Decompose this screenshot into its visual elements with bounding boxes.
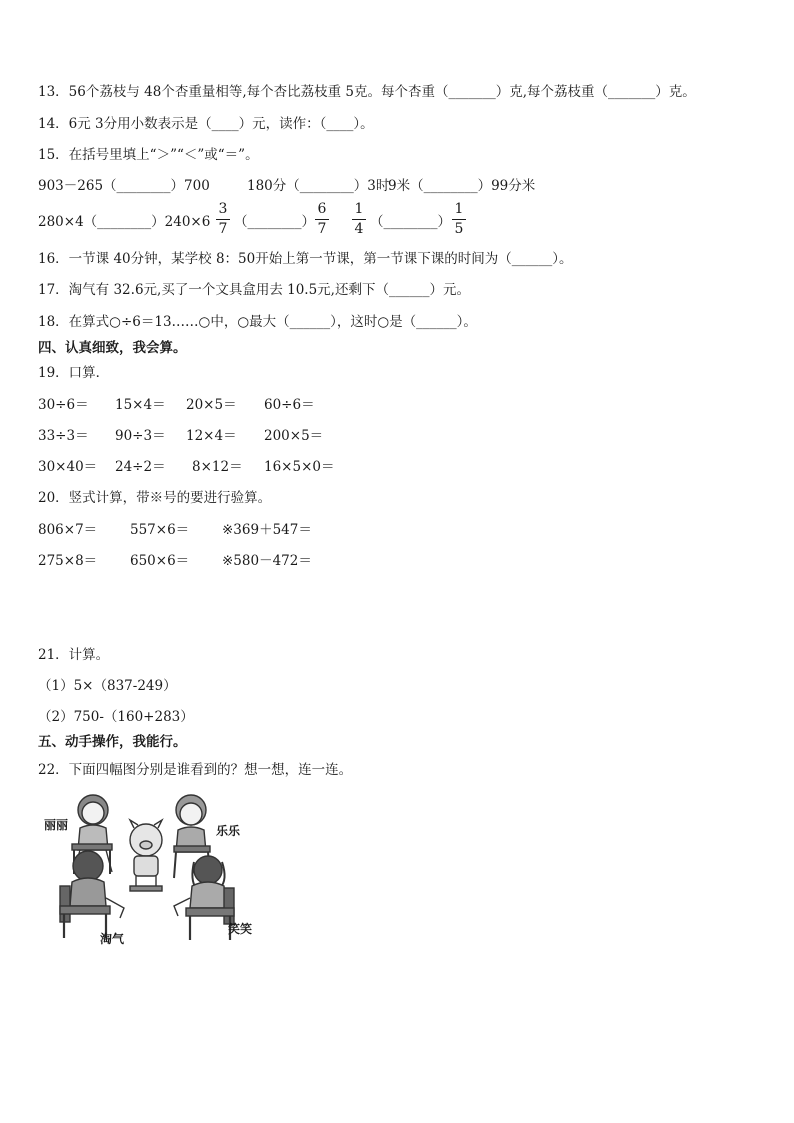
section-4-heading: 四、认真细致，我会算。 [38, 340, 187, 356]
q19-r1-c3: 20×5＝ [186, 397, 237, 413]
fraction-denominator: 4 [354, 221, 364, 237]
q22-text: 22．下面四幅图分别是谁看到的？想一想，连一连。 [38, 762, 353, 778]
q20-r1-c1: 806×7＝ [38, 522, 98, 538]
fraction-6-7 [315, 201, 329, 238]
fraction-denominator: 7 [218, 221, 228, 237]
q15-row2-blank1: （________） [234, 214, 315, 230]
q19-r2-c3: 12×4＝ [186, 428, 237, 444]
illustration-drawing [44, 788, 256, 946]
q17-text: 17．淘气有 32.6元,买了一个文具盒用去 10.5元,还剩下（______）元。 [38, 282, 470, 298]
fraction-numerator: 6 [317, 201, 327, 217]
fraction-bar [216, 219, 230, 220]
q14-text: 14．6元 3分用小数表示是（____）元，读作：（____）。 [38, 116, 374, 132]
fraction-1-5 [452, 201, 466, 238]
q21-item-1: （1）5×（837-249） [38, 678, 177, 694]
q19-r2-c4: 200×5＝ [264, 428, 324, 444]
q15-row1-a: 903－265（________）700 [38, 178, 210, 194]
q20-text: 20．竖式计算，带※号的要进行验算。 [38, 490, 272, 506]
fraction-3-7 [216, 201, 230, 238]
q19-r3-c4: 16×5×0＝ [264, 459, 335, 475]
fraction-numerator: 1 [454, 201, 464, 217]
q19-r3-c2: 24÷2＝ [115, 459, 166, 475]
q15-row2-a: 280×4（________）240×6 [38, 214, 211, 230]
fraction-bar [452, 219, 466, 220]
q19-r1-c2: 15×4＝ [115, 397, 166, 413]
label-lele: 乐乐 [216, 824, 241, 838]
q20-r2-c2: 650×6＝ [130, 553, 190, 569]
q19-r2-c1: 33÷3＝ [38, 428, 89, 444]
fraction-numerator: 1 [354, 201, 364, 217]
q15-row2-blank2: （________） [370, 214, 451, 230]
q15-row1-b: 180分（________）3时 [247, 178, 390, 194]
q20-r2-c3: ※580－472＝ [222, 553, 312, 569]
q19-r3-c1: 30×40＝ [38, 459, 98, 475]
children-observing-pig-illustration [44, 788, 256, 946]
q20-r1-c2: 557×6＝ [130, 522, 190, 538]
label-xiaoxiao: 笑笑 [228, 922, 253, 936]
q13-text: 13．56个荔枝与 48个杏重量相等,每个杏比荔枝重 5克。每个杏重（_______）克,每个荔枝重（_______）克。 [38, 84, 696, 100]
q15-text: 15．在括号里填上“＞”“＜”或“＝”。 [38, 147, 259, 163]
q20-r1-c3: ※369＋547＝ [222, 522, 312, 538]
fraction-bar [352, 219, 366, 220]
q21-text: 21．计算。 [38, 647, 110, 663]
q21-item-2: （2）750-（160+283） [38, 709, 194, 725]
q19-r2-c2: 90÷3＝ [115, 428, 166, 444]
fraction-bar [315, 219, 329, 220]
q19-text: 19．口算． [38, 365, 110, 381]
q15-row1-c: 9米（________）99分米 [388, 178, 536, 194]
q19-r3-c3: 8×12＝ [192, 459, 243, 475]
label-taoqi: 淘气 [100, 932, 125, 946]
fraction-1-4 [352, 201, 366, 238]
q16-text: 16．一节课 40分钟，某学校 8：50开始上第一节课，第一节课下课的时间为（______）。 [38, 251, 573, 267]
q19-r1-c4: 60÷6＝ [264, 397, 315, 413]
label-lili: 丽丽 [44, 818, 69, 832]
q18-text: 18．在算式○÷6＝13……○中，○最大（______），这时○是（______）。 [38, 314, 477, 330]
fraction-denominator: 7 [317, 221, 327, 237]
fraction-denominator: 5 [454, 221, 464, 237]
q20-r2-c1: 275×8＝ [38, 553, 98, 569]
fraction-numerator: 3 [218, 201, 228, 217]
q19-r1-c1: 30÷6＝ [38, 397, 89, 413]
section-5-heading: 五、动手操作，我能行。 [38, 734, 187, 750]
